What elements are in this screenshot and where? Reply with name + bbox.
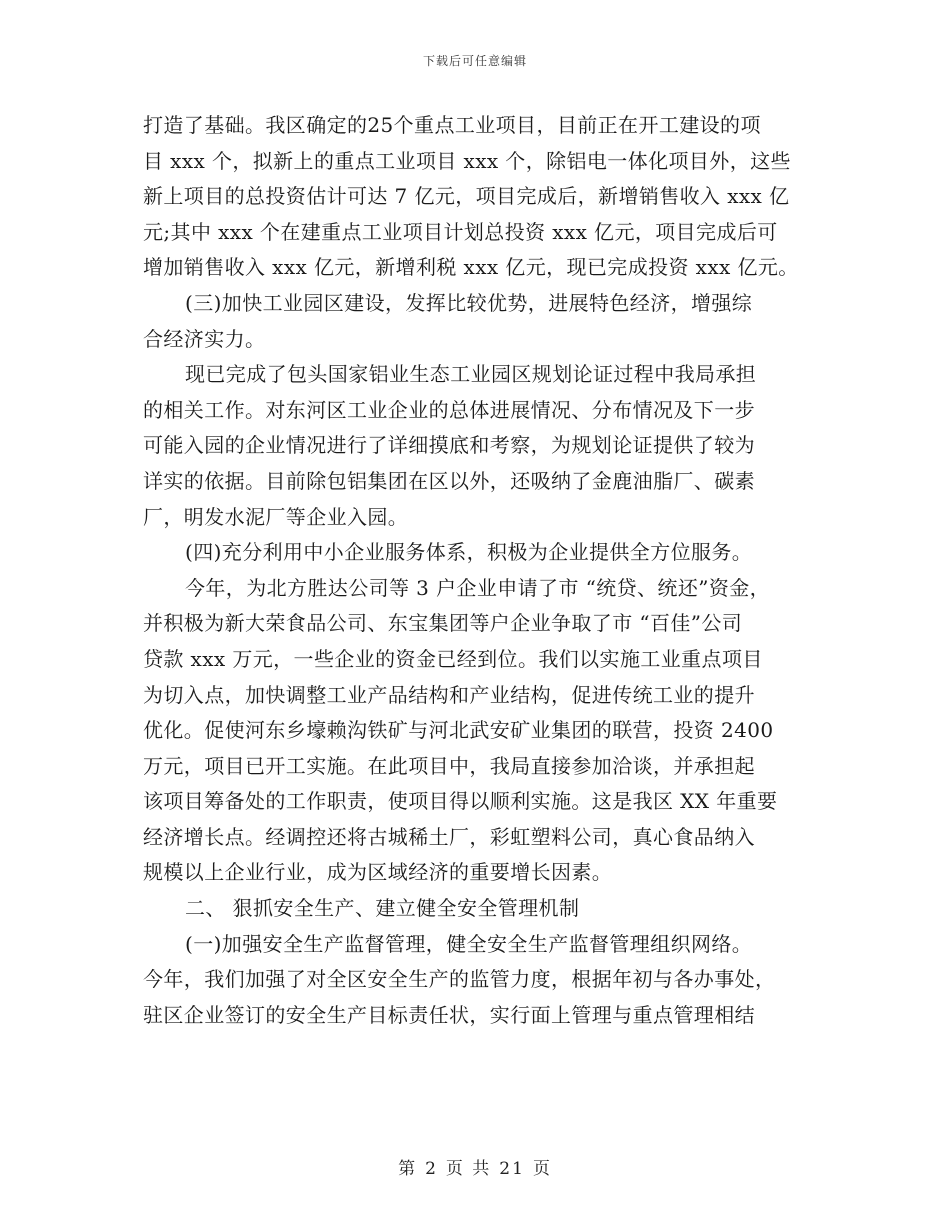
text-line: 打造了基础。我区确定的25个重点工业项目，目前正在开工建设的项 xyxy=(143,113,761,137)
text-line: 二、 狠抓安全生产、建立健全安全管理机制 xyxy=(185,896,580,921)
text-line: 合经济实力。 xyxy=(143,326,266,351)
text-line: 的相关工作。对东河区工业企业的总体进展情况、分布情况及下一步 xyxy=(143,397,755,422)
text-line: 目 xxx 个，拟新上的重点工业项目 xxx 个，除铝电一体化项目外，这些 xyxy=(143,148,791,173)
text-line: (三)加快工业园区建设，发挥比较优势，进展特色经济，增强综 xyxy=(185,290,753,315)
text-line: 该项目筹备处的工作职责，使项目得以顺利实施。这是我区 XX 年重要 xyxy=(143,789,778,814)
footer-page-number: 2 xyxy=(425,1159,438,1179)
page-footer xyxy=(0,1154,950,1179)
text-line: 并积极为新大荣食品公司、东宝集团等户企业争取了市 “百佳”公司 xyxy=(143,611,743,636)
text-line: 贷款 xxx 万元，一些企业的资金已经到位。我们以实施工业重点项目 xyxy=(143,646,763,671)
text-line: 驻区企业签订的安全生产目标责任状，实行面上管理与重点管理相结 xyxy=(143,1002,755,1027)
document-body xyxy=(143,108,813,1033)
text-line: (一)加强安全生产监督管理，健全安全生产监督管理组织网络。 xyxy=(185,931,753,956)
text-line: 厂，明发水泥厂等企业入园。 xyxy=(143,504,409,529)
footer-middle: 页 共 xyxy=(445,1159,492,1179)
text-line: 元;其中 xxx 个在建重点工业项目计划总投资 xxx 亿元，项目完成后可 xyxy=(143,219,778,244)
text-line: 为切入点，加快调整工业产品结构和产业结构，促进传统工业的提升 xyxy=(143,682,755,707)
text-line: 现已完成了包头国家铝业生态工业园区规划论证过程中我局承担 xyxy=(185,362,757,387)
text-line: 万元，项目已开工实施。在此项目中，我局直接参加洽谈，并承担起 xyxy=(143,753,755,778)
text-line: 今年，我们加强了对全区安全生产的监管力度，根据年初与各办事处， xyxy=(143,967,776,992)
text-line: 优化。促使河东乡壕赖沟铁矿与河北武安矿业集团的联营，投资 2400 xyxy=(143,718,774,743)
text-line: 详实的依据。目前除包铝集团在区以外，还吸纳了金鹿油脂厂、碳素 xyxy=(143,468,755,493)
text-line: 增加销售收入 xxx 亿元，新增利税 xxx 亿元，现已完成投资 xxx 亿元。 xyxy=(143,255,799,280)
text-line: 规模以上企业行业，成为区域经济的重要增长因素。 xyxy=(143,860,613,885)
text-line: (四)充分利用中小企业服务体系，积极为企业提供全方位服务。 xyxy=(185,540,753,565)
footer-suffix: 页 xyxy=(532,1159,552,1179)
text-line: 新上项目的总投资估计可达 7 亿元，项目完成后，新增销售收入 xxx 亿 xyxy=(143,184,790,209)
text-line: 今年，为北方胜达公司等 3 户企业申请了市 “统贷、统还”资金， xyxy=(185,575,771,600)
footer-prefix: 第 xyxy=(398,1159,418,1179)
page-header-note: 下载后可任意编辑 xyxy=(422,54,527,68)
footer-total-pages: 21 xyxy=(499,1159,525,1179)
text-line: 可能入园的企业情况进行了详细摸底和考察，为规划论证提供了较为 xyxy=(143,433,755,458)
text-line: 经济增长点。经调控还将古城稀土厂，彩虹塑料公司，真心食品纳入 xyxy=(143,824,755,849)
